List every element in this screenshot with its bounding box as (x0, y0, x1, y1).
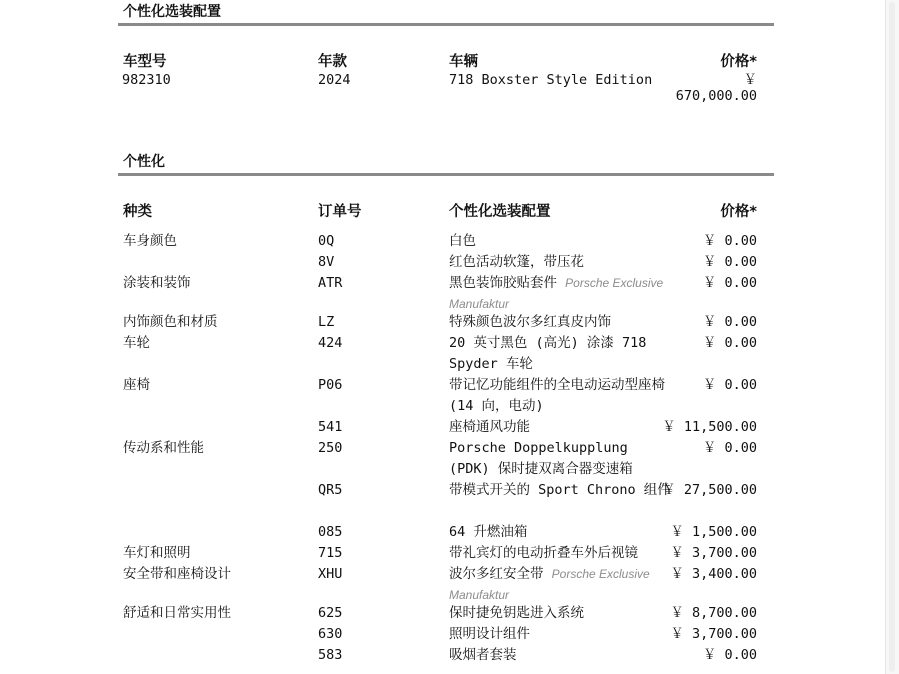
option-price: ￥ 3,700.00 (670, 626, 757, 642)
option-description (449, 564, 674, 606)
option-description (449, 438, 674, 480)
option-description-text: 20 英寸黑色 (高光) 涂漆 718 Spyder 车轮 (449, 335, 647, 372)
option-description (449, 417, 674, 438)
option-code: 8V (318, 254, 335, 270)
option-description-text: 照明设计组件 (449, 626, 530, 642)
vehicle-price-symbol: ￥ (743, 72, 757, 88)
vehicle-price: 670,000.00 (675, 88, 757, 104)
option-code: XHU (318, 566, 343, 582)
option-description-text: 保时捷免钥匙进入系统 (449, 605, 584, 621)
header-year: 年款 (318, 54, 347, 70)
option-description-text: 波尔多红安全带 (449, 566, 544, 582)
header-option: 个性化选装配置 (449, 204, 551, 220)
option-description (449, 273, 674, 315)
option-price: ￥ 3,700.00 (670, 545, 757, 561)
section-divider (118, 23, 774, 26)
section-title-personalization: 个性化 (123, 154, 165, 170)
option-code: 0Q (318, 233, 335, 249)
option-description (449, 543, 674, 564)
option-price: ￥ 0.00 (702, 335, 757, 351)
option-code: 583 (318, 647, 343, 663)
option-description (449, 645, 674, 666)
option-price: ￥ 0.00 (702, 377, 757, 393)
option-code: 625 (318, 605, 343, 621)
header-model: 车型号 (123, 54, 167, 70)
option-description (449, 522, 674, 543)
section-title-configuration: 个性化选装配置 (123, 4, 221, 20)
option-price: ￥ 0.00 (702, 233, 757, 249)
option-price: ￥ 0.00 (702, 254, 757, 270)
option-category: 车轮 (123, 335, 150, 351)
option-description-text: 特殊颜色波尔多红真皮内饰 (449, 314, 611, 330)
option-description-text: 带记忆功能组件的全电动运动型座椅 (14 向，电动) (449, 377, 665, 414)
section-divider (118, 173, 774, 176)
option-category: 车身颜色 (123, 233, 177, 249)
option-description-text: Porsche Doppelkupplung (PDK) 保时捷双离合器变速箱 (449, 440, 633, 477)
exclusive-manufaktur-note: Porsche Exclusive Manufaktur (449, 567, 650, 602)
option-price: ￥ 0.00 (702, 647, 757, 663)
vehicle-name: 718 Boxster Style Edition (449, 72, 653, 88)
option-price: ￥ 27,500.00 (662, 482, 757, 498)
option-description-text: 吸烟者套装 (449, 647, 517, 663)
option-price: ￥ 1,500.00 (670, 524, 757, 540)
header-category: 种类 (123, 204, 152, 220)
option-code: QR5 (318, 482, 343, 498)
option-category: 安全带和座椅设计 (123, 566, 231, 582)
option-description-text: 64 升燃油箱 (449, 524, 528, 540)
option-category: 舒适和日常实用性 (123, 605, 231, 621)
vertical-scrollbar[interactable] (885, 0, 899, 674)
option-description (449, 252, 674, 273)
option-price: ￥ 11,500.00 (662, 419, 757, 435)
option-code: 250 (318, 440, 343, 456)
option-code: LZ (318, 314, 335, 330)
option-description-text: 黑色装饰胶贴套件 (449, 275, 557, 291)
option-description (449, 480, 674, 501)
option-category: 座椅 (123, 377, 150, 393)
header-option-price: 价格* (720, 204, 757, 220)
scrollbar-thumb[interactable] (889, 2, 895, 672)
option-description-text: 红色活动软篷，带压花 (449, 254, 584, 270)
option-price: ￥ 0.00 (702, 275, 757, 291)
option-category: 传动系和性能 (123, 440, 204, 456)
option-description (449, 333, 674, 375)
option-code: 715 (318, 545, 343, 561)
exclusive-manufaktur-note: Porsche Exclusive Manufaktur (449, 276, 664, 311)
header-order-number: 订单号 (318, 204, 362, 220)
option-description (449, 312, 674, 333)
option-category: 内饰颜色和材质 (123, 314, 218, 330)
option-code: 424 (318, 335, 343, 351)
option-description-text: 带礼宾灯的电动折叠车外后视镜 (449, 545, 638, 561)
option-description (449, 231, 674, 252)
option-code: P06 (318, 377, 343, 393)
option-category: 涂装和装饰 (123, 275, 191, 291)
option-description-text: 带模式开关的 Sport Chrono 组件 (449, 482, 671, 498)
option-description (449, 375, 674, 417)
option-category: 车灯和照明 (123, 545, 191, 561)
option-price: ￥ 0.00 (702, 314, 757, 330)
option-price: ￥ 8,700.00 (670, 605, 757, 621)
option-description-text: 座椅通风功能 (449, 419, 530, 435)
option-price: ￥ 0.00 (702, 440, 757, 456)
option-code: 541 (318, 419, 343, 435)
option-description (449, 624, 674, 645)
model-number: 982310 (122, 72, 171, 88)
model-year: 2024 (318, 72, 351, 88)
option-description (449, 603, 674, 624)
header-vehicle: 车辆 (449, 54, 478, 70)
option-code: 630 (318, 626, 343, 642)
option-code: 085 (318, 524, 343, 540)
header-price: 价格* (720, 54, 757, 70)
option-price: ￥ 3,400.00 (670, 566, 757, 582)
option-code: ATR (318, 275, 343, 291)
option-description-text: 白色 (449, 233, 476, 249)
